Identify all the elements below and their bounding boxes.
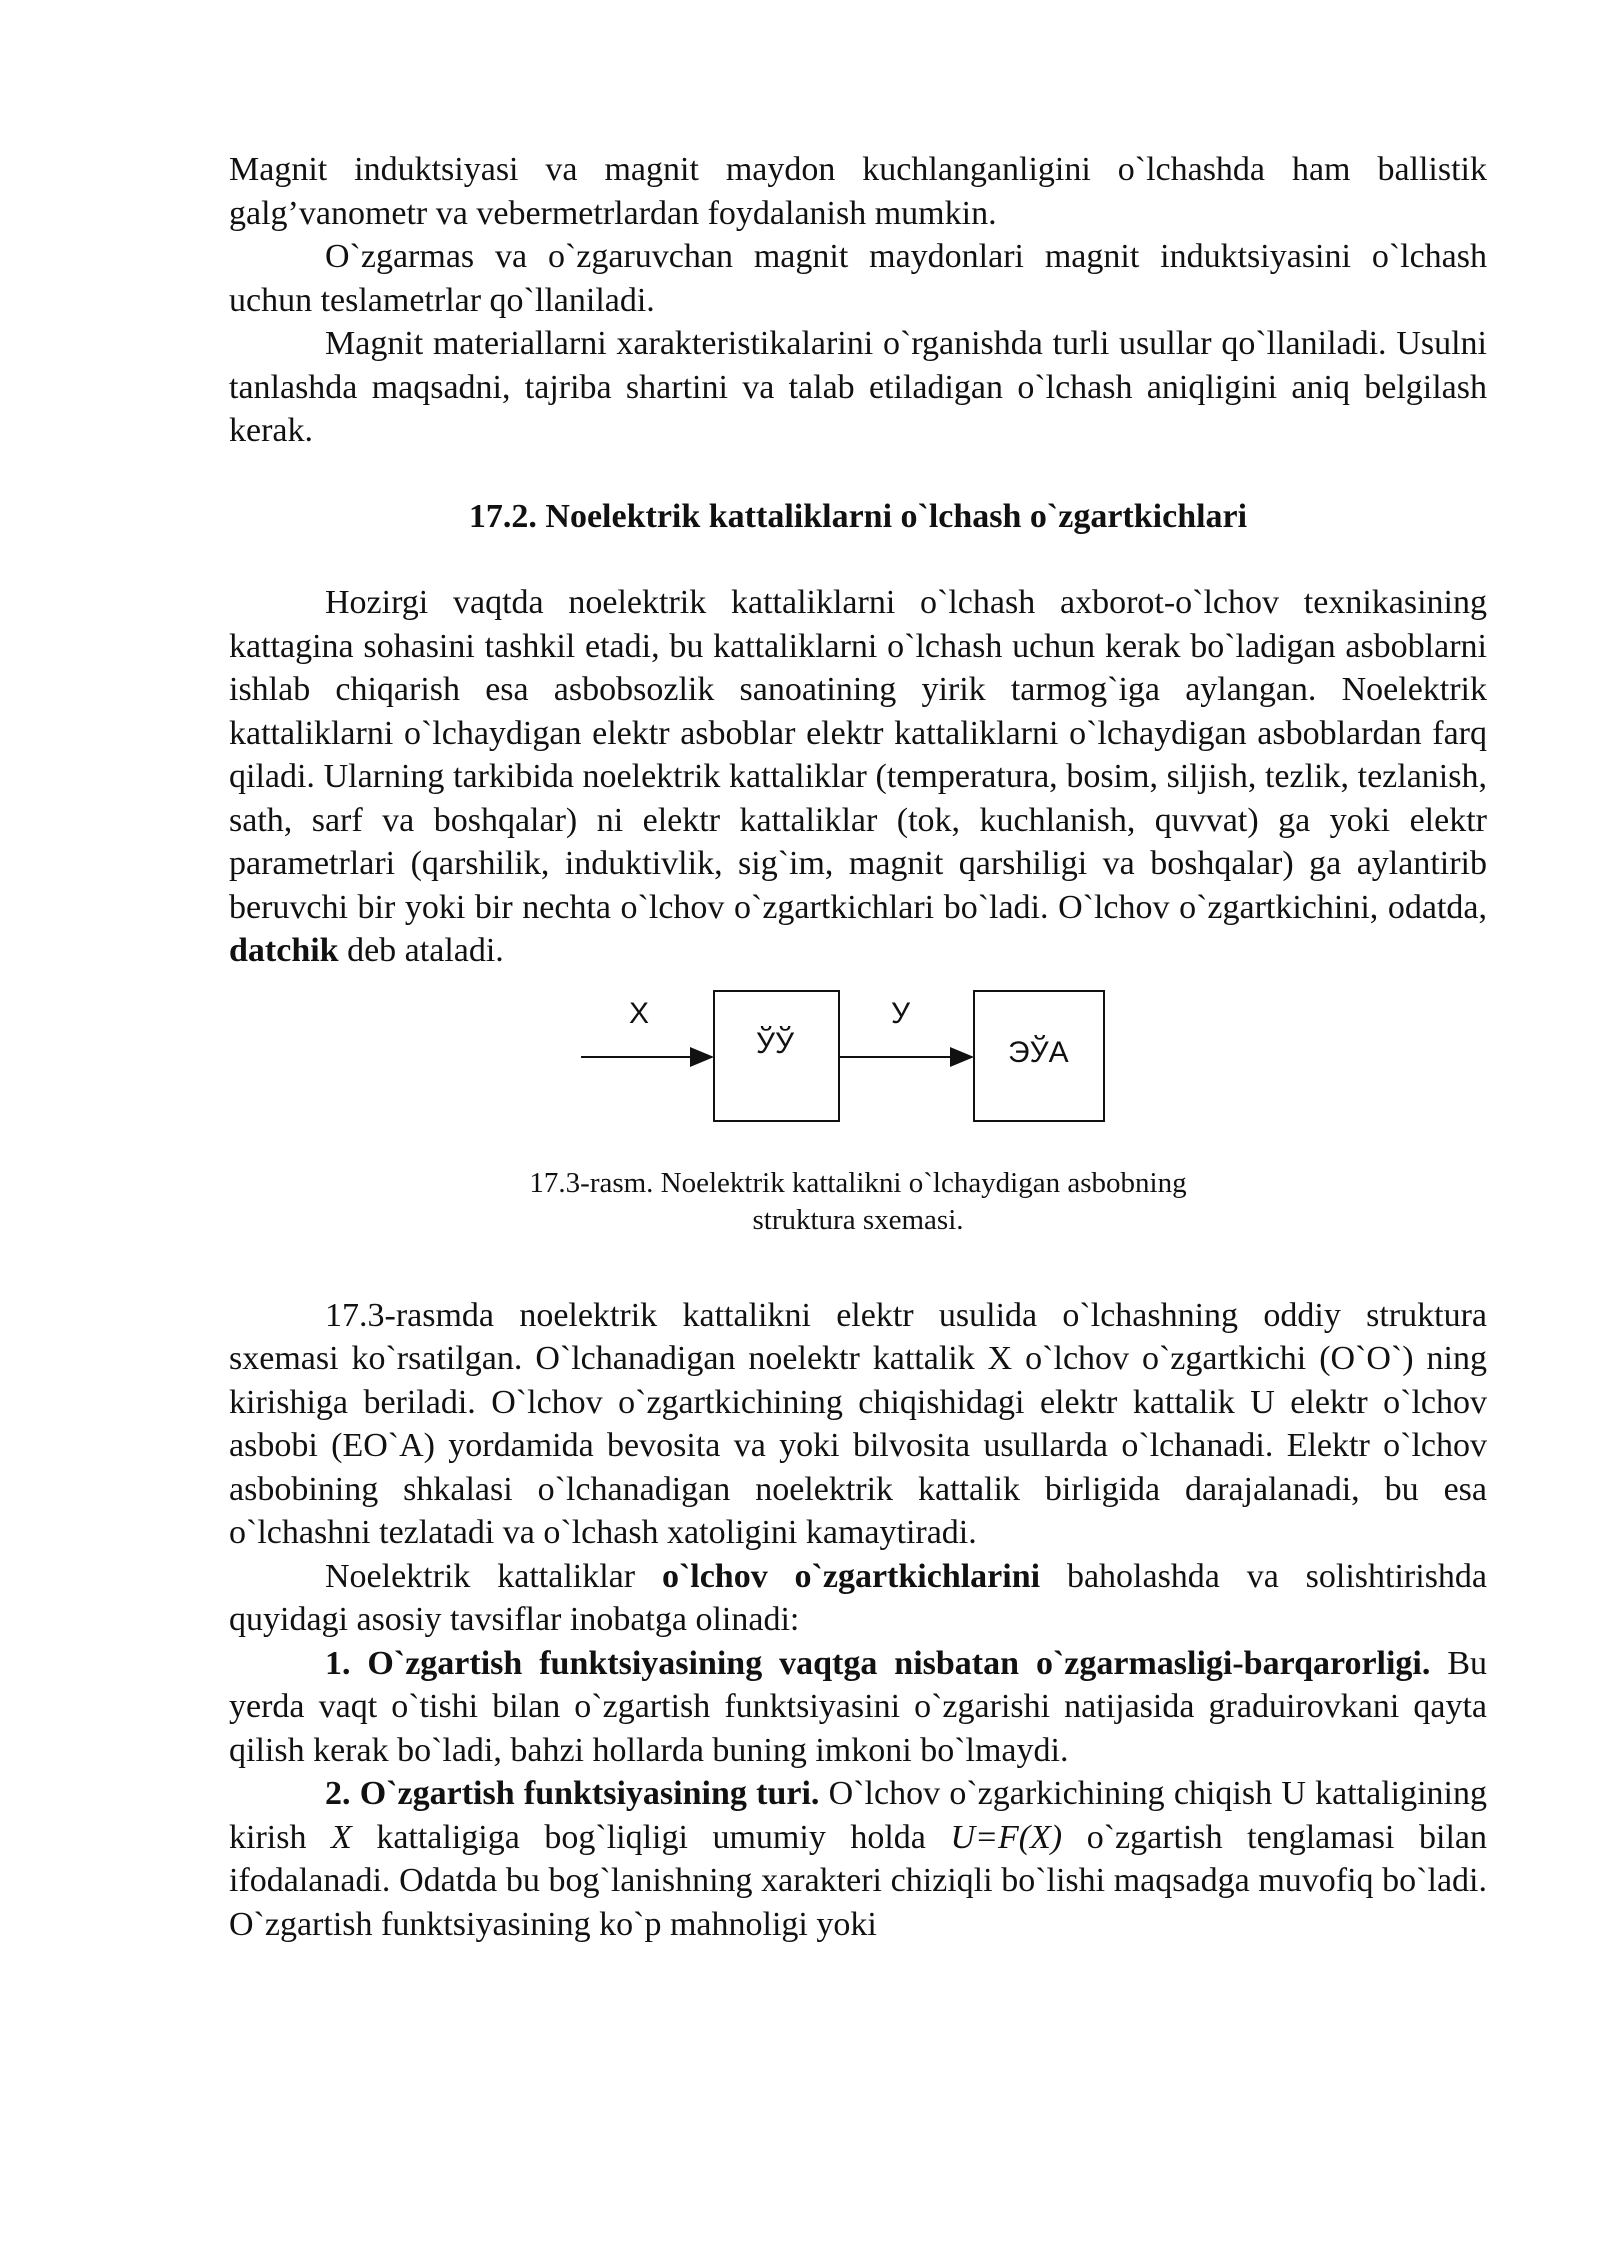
list-item-1-title: 1. O`zgartish funktsiyasining vaqtga nisbatan o`zgarmasligi-barqarorligi. [325,1644,1431,1682]
paragraph-3: Magnit materiallarni xarakteristikalarini o`rganishda turli usullar qo`llaniladi. Usulni tanlashda maqsadni, tajriba shartini va talab etiladigan o`lchash aniqligini aniq belgilash kerak. [229,325,1487,449]
caption-line-2: struktura sxemasi. [752,1203,964,1236]
paragraph-6-bold: o`lchov o`zgartkichlarini [661,1557,1041,1595]
paragraph-6-lead: Noelektrik kattaliklar [325,1557,636,1595]
paragraph-4-text: Hozirgi vaqtda noelektrik kattaliklarni o`lchash axborot-o`lchov texnikasining kattagina sohasini tashkil etadi, bu kattaliklarni o`lchash uchun kerak bo`ladigan asboblarni ishlab chiqarish esa asbobsozlik sanoatining yirik tarmog`iga aylangan. Noelektrik kattaliklarni o`lchaydigan elektr asboblar elektr kattaliklarni o`lchaydigan asboblardan farq qiladi. Ularning tarkibida noelektrik kattaliklar (temperatura, bosim, siljish, tezlik, tezlanish, sath, sarf va boshqalar) ni elektr kattaliklar (tok, kuchlanish, quvvat) ga yoki elektr parametrlari (qarshilik, induktivlik, sig`im, magnit qarshiligi va boshqalar) ga aylantirib beruvchi bir yoki bir nechta o`lchov o`zgartkichlari bo`ladi. O`lchov o`zgartkichini, odatda, [229,584,1487,926]
paragraph-4 [229,581,1487,973]
paragraph-4-tail: deb ataladi. [347,932,504,969]
list-item-2-title: 2. O`zgartish funktsiyasining turi. [325,1775,820,1812]
diagram-output-label: У [891,996,911,1030]
list-item-2-text-a: O`lchov o`zgarkichining chiqish U kattaligining kirish [229,1775,1488,1856]
diagram-svg [229,983,1487,1163]
conversion-formula: U=F(X) [950,1818,1063,1856]
figure-caption [229,1165,1487,1239]
diagram-input-label: X [629,996,650,1030]
section-heading: 17.2. Noelektrik kattaliklarni o`lchash o`zgartkichlari [468,497,1248,535]
converter-block-label: ЎЎ [756,1026,795,1060]
term-datchik: datchik [229,932,339,969]
paragraph-1: Magnit induktsiyasi va magnit maydon kuchlanganligini o`lchashda ham ballistik galg’vanometr va vebermetrlardan foydalanish mumkin. [229,151,1487,232]
document-page [229,148,1487,1946]
measuring-device-block-label: ЭЎА [1008,1035,1069,1069]
list-item-1 [229,1642,1487,1773]
list-item-2-text-c: o`zgartish tenglamasi bilan ifodalanadi. Odatda bu bog`lanishning xarakteri chiziqli bo`lishi maqsadga muvofiq bo`ladi. O`zgartish funktsiyasining ko`p mahnoligi yoki [229,1818,1488,1943]
paragraph-6 [229,1555,1487,1642]
list-item-2-text-b: kattaligiga bog`liqligi umumiy holda [376,1818,926,1856]
paragraph-6-tail: baholashda va solishtirishda quyidagi asosiy tavsiflar inobatga olinadi: [229,1557,1488,1638]
paragraph-2: O`zgarmas va o`zgaruvchan magnit maydonlari magnit induktsiyasini o`lchash uchun teslametrlar qo`llaniladi. [229,238,1487,319]
structure-diagram [229,983,1487,1163]
variable-x: X [331,1818,352,1856]
paragraph-5: 17.3-rasmda noelektrik kattalikni elektr usulida o`lchashning oddiy struktura sxemasi ko`rsatilgan. O`lchanadigan noelektr kattalik X o`lchov o`zgartkichi (O`O`) ning kirishiga beriladi. O`lchov o`zgartkichining chiqishidagi elektr kattalik U elektr o`lchov asbobi (EO`A) yordamida bevosita va yoki bilvosita usullarda o`lchanadi. Elektr o`lchov asbobining shkalasi o`lchanadigan noelektrik kattalik birligida darajalanadi, bu esa o`lchashni tezlatadi va o`lchash xatoligini kamaytiradi. [229,1296,1487,1551]
caption-line-1: 17.3-rasm. Noelektrik kattalikni o`lchaydigan asbobning [529,1166,1187,1199]
list-item-2 [229,1772,1487,1946]
list-item-1-text: Bu yerda vaqt o`tishi bilan o`zgartish funktsiyasini o`zgarishi natijasida graduirovkani qayta qilish kerak bo`ladi, bahzi hollarda buning imkoni bo`lmaydi. [229,1644,1488,1769]
